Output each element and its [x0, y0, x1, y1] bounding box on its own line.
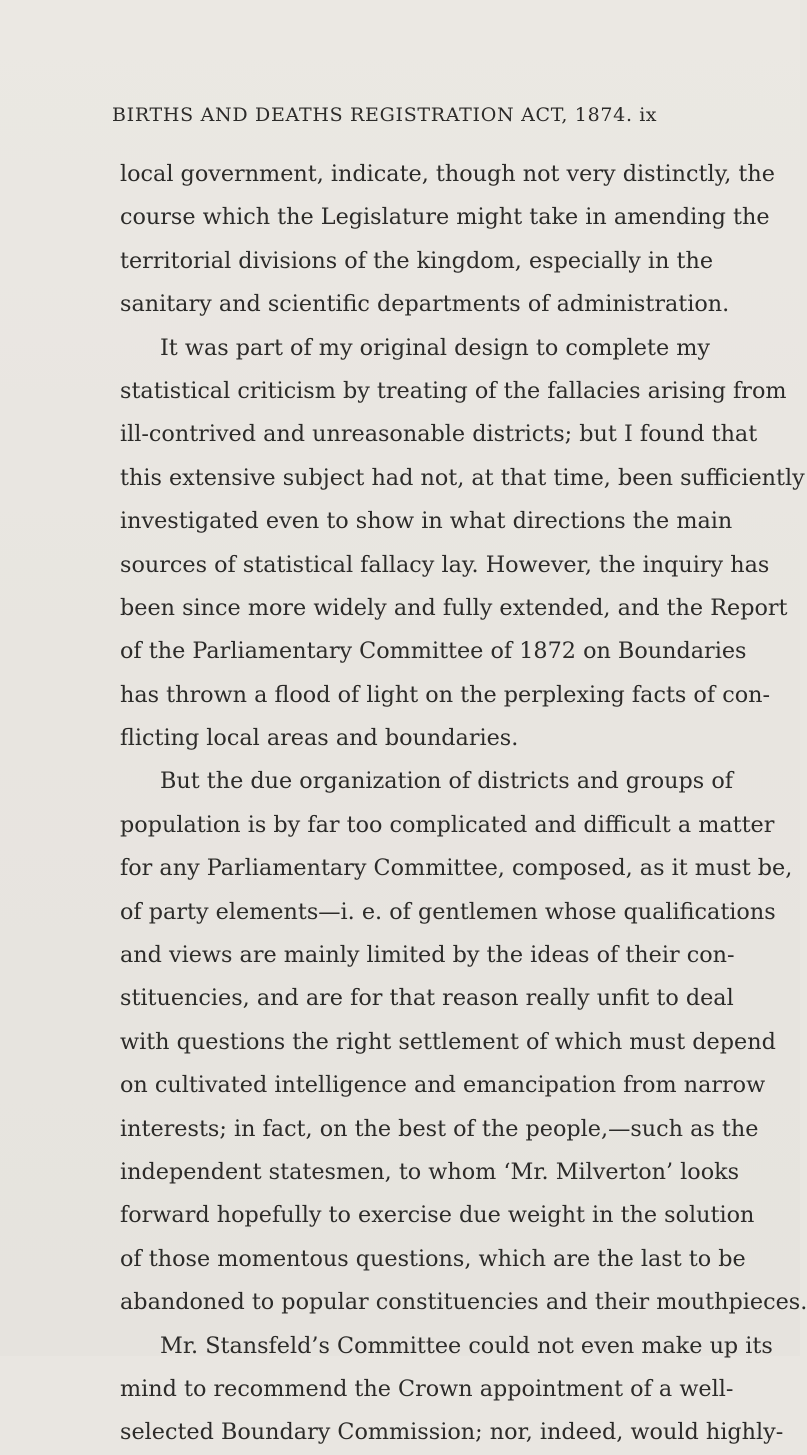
- text-line: mind to recommend the Crown appointment of a well-: [120, 1375, 734, 1402]
- text-line: territorial divisions of the kingdom, especially in the: [120, 247, 714, 274]
- text-line: population is by far too complicated and difficult a matter: [120, 811, 775, 838]
- text-line: and views are mainly limited by the ideas of their con-: [120, 942, 735, 969]
- text-line: course which the Legislature might take in amending the: [120, 204, 770, 231]
- text-line: on cultivated intelligence and emancipation from narrow: [120, 1072, 766, 1099]
- text-line: for any Parliamentary Committee, composed, as it must be,: [120, 855, 793, 882]
- text-line: forward hopefully to exercise due weight in the solution: [120, 1202, 755, 1229]
- text-line: sanitary and scientific departments of administration.: [120, 291, 730, 318]
- text-line: independent statesmen, to whom ‘Mr. Milverton’ looks: [120, 1158, 740, 1185]
- text-line: been since more widely and fully extended, and the Report: [120, 594, 788, 621]
- text-line: of the Parliamentary Committee of 1872 on Boundaries: [120, 638, 747, 665]
- text-line: ill-contrived and unreasonable districts; but I found that: [120, 421, 758, 448]
- text-line: interests; in fact, on the best of the people,—such as the: [120, 1115, 759, 1142]
- text-line: stituencies, and are for that reason really unfit to deal: [120, 985, 734, 1012]
- text-line: flicting local areas and boundaries.: [120, 725, 519, 752]
- text-line: of party elements—i. e. of gentlemen whose qualifications: [120, 898, 776, 925]
- text-line: local government, indicate, though not very distinctly, the: [120, 161, 775, 187]
- text-line: of those momentous questions, which are the last to be: [120, 1245, 746, 1272]
- text-line: has thrown a flood of light on the perplexing facts of con-: [120, 681, 771, 708]
- body-text: [120, 153, 807, 1455]
- text-line: statistical criticism by treating of the fallacies arising from: [120, 377, 787, 404]
- text-line: this extensive subject had not, at that time, been sufficiently: [120, 464, 805, 491]
- text-line: It was part of my original design to complete my: [160, 334, 710, 361]
- page-number: ix: [639, 104, 657, 126]
- text-line: selected Boundary Commission; nor, indeed, would highly-: [120, 1419, 784, 1446]
- text-line: sources of statistical fallacy lay. However, the inquiry has: [120, 551, 770, 578]
- running-head: [112, 104, 657, 126]
- text-line: Mr. Stansfeld’s Committee could not even make up its: [160, 1332, 773, 1359]
- text-line: with questions the right settlement of which must depend: [120, 1028, 776, 1055]
- text-line: abandoned to popular constituencies and their mouthpieces.: [120, 1289, 807, 1316]
- text-line: investigated even to show in what directions the main: [120, 508, 733, 535]
- text-line: But the due organization of districts and groups of: [160, 768, 734, 795]
- running-head-title: BIRTHS AND DEATHS REGISTRATION ACT, 1874.: [112, 104, 633, 126]
